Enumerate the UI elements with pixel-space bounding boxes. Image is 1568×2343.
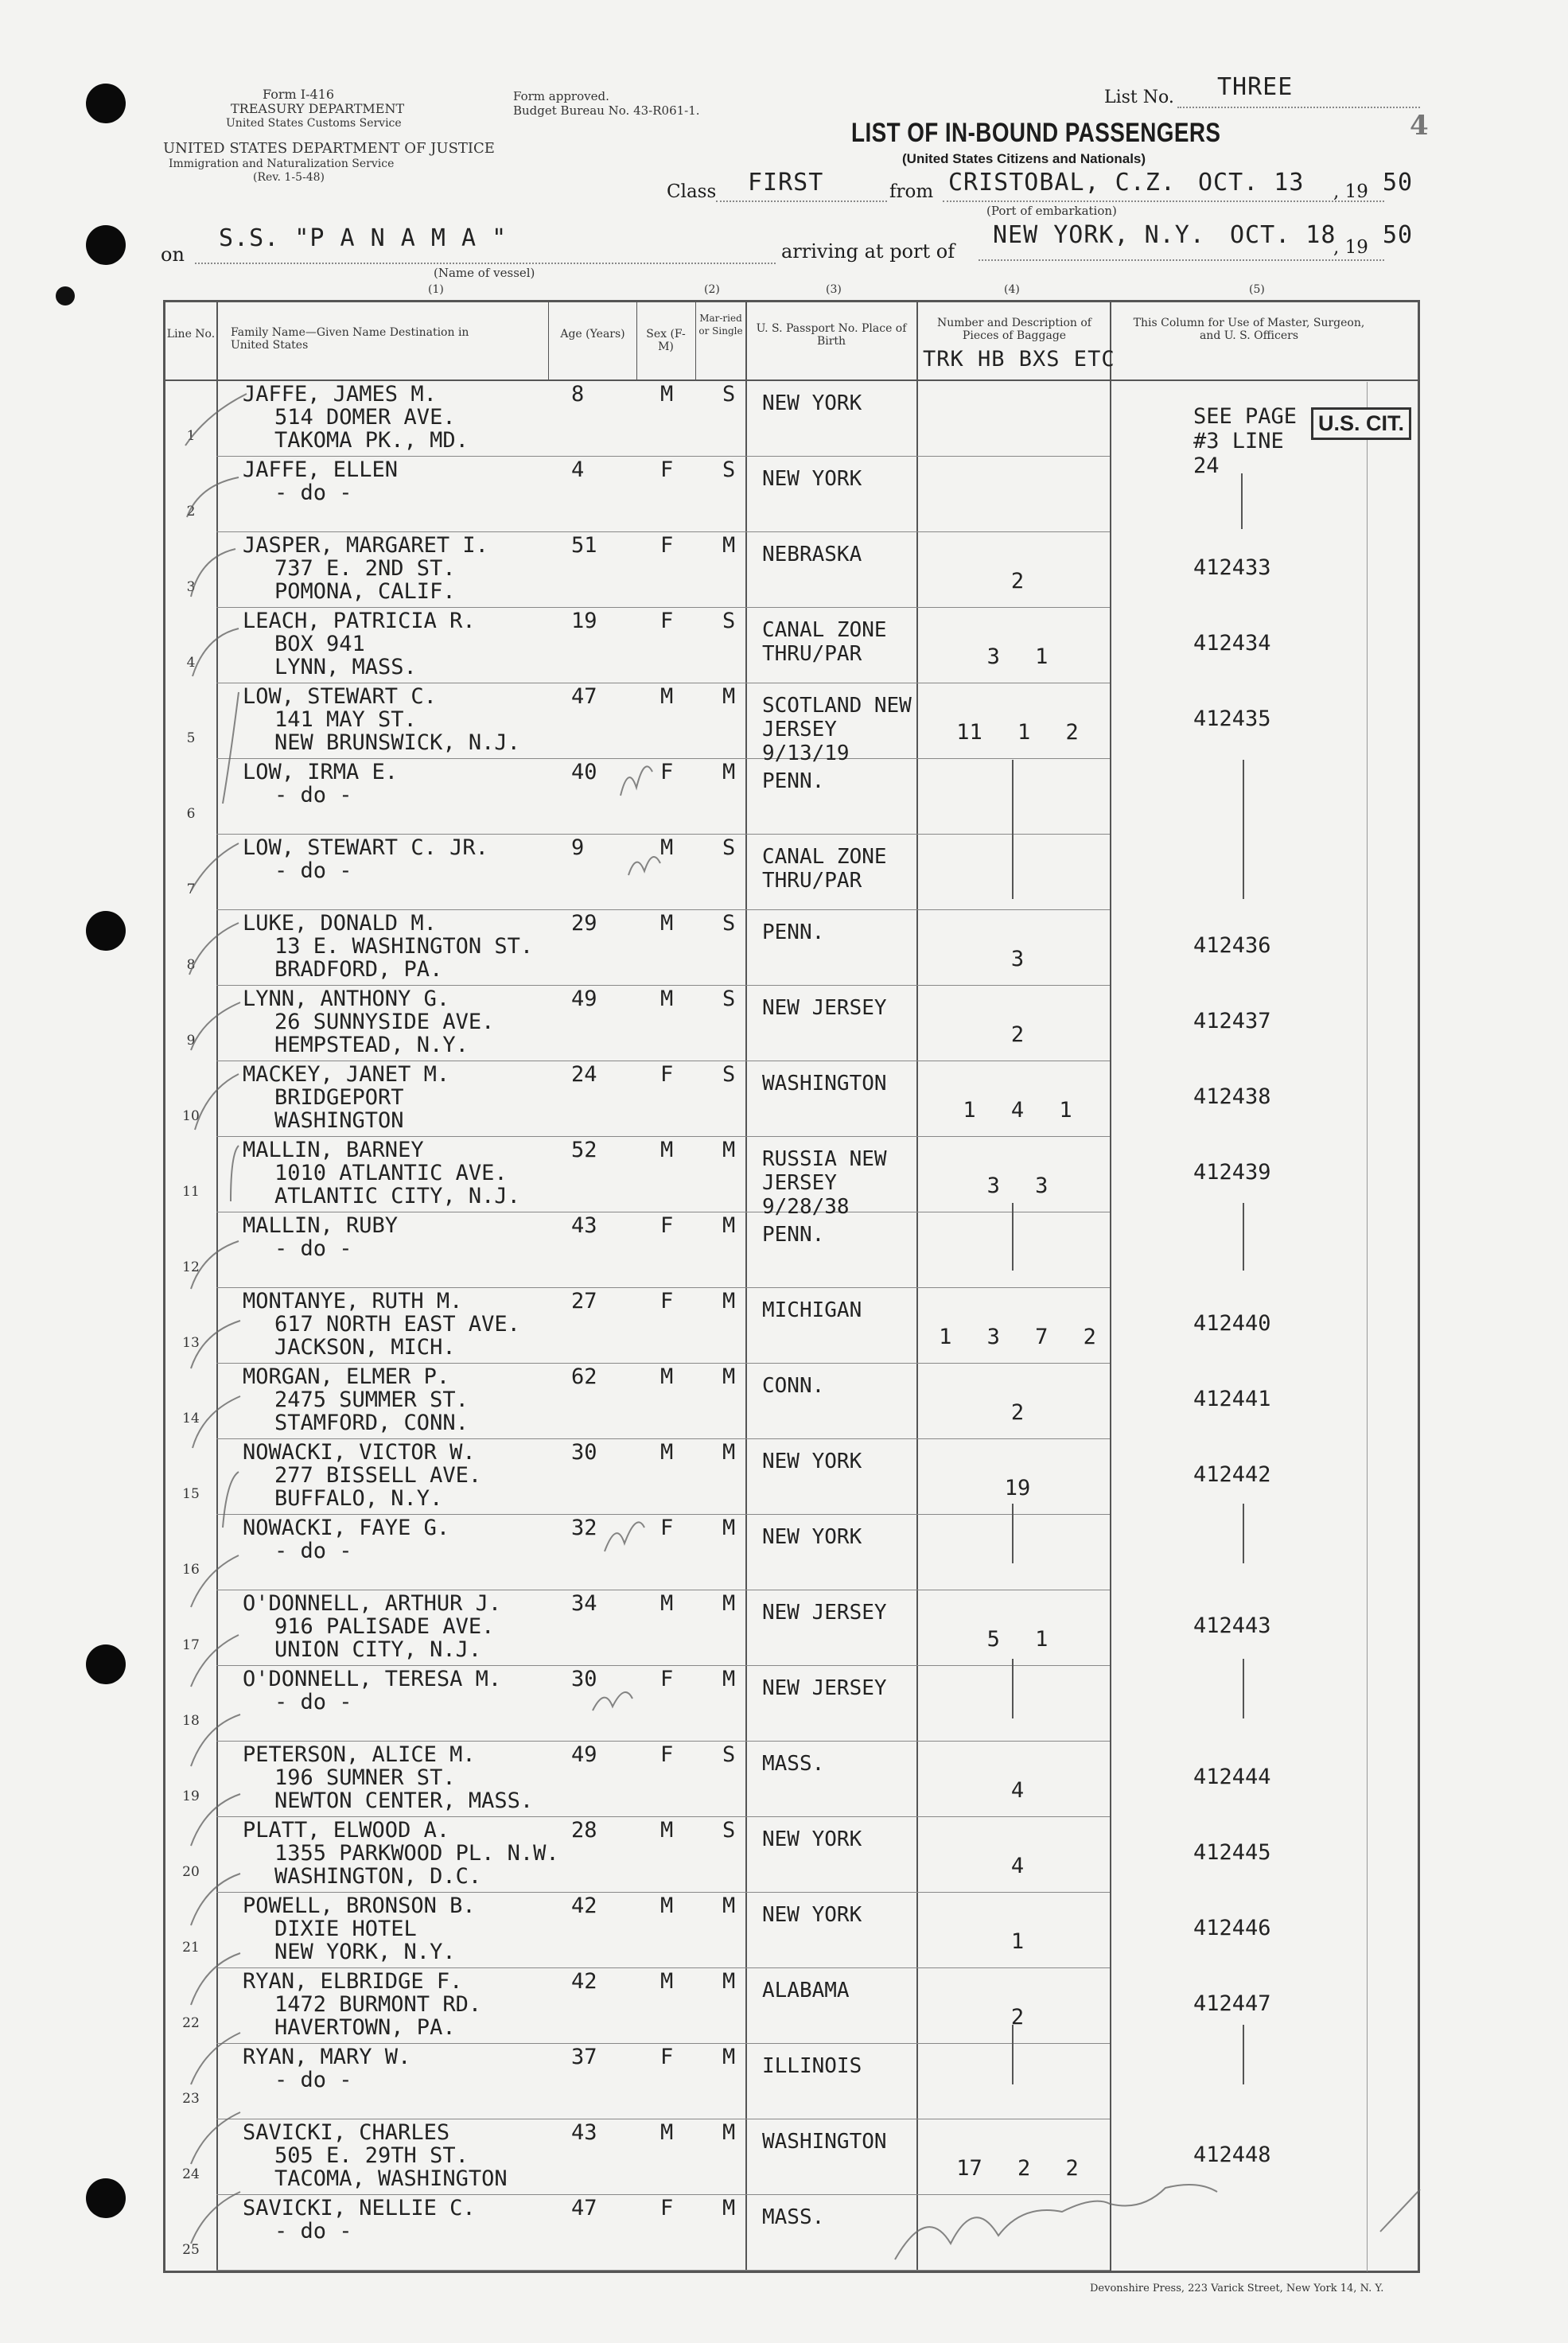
officer-number: 412437 [1193, 1009, 1271, 1033]
arrival-year: 50 [1383, 221, 1414, 249]
place-of-birth: NEW JERSEY [762, 1676, 887, 1700]
place-of-birth: NEW YORK [762, 467, 862, 491]
baggage-count: 3 [1010, 947, 1025, 971]
citizen-stamp: U.S. CIT. [1311, 407, 1411, 440]
vessel-name: S.S. "P A N A M A " [219, 224, 508, 252]
address-line-1: 916 PALISADE AVE. [274, 1614, 495, 1639]
passenger-name: JASPER, MARGARET I. [243, 533, 488, 558]
sex: M [660, 1893, 674, 1918]
age: 49 [571, 1742, 597, 1767]
line-number: 14 [182, 1411, 200, 1426]
marital-status: M [722, 1440, 736, 1465]
age: 43 [571, 1213, 597, 1238]
sex: F [660, 1213, 674, 1238]
age: 47 [571, 684, 597, 709]
sex: F [660, 1516, 674, 1540]
line-number: 2 [186, 504, 196, 520]
sex: M [660, 382, 674, 407]
col-num-4: (4) [1004, 283, 1020, 296]
marital-status: M [722, 1364, 736, 1389]
address-line-1: 737 E. 2ND ST. [274, 556, 456, 581]
passenger-name: RYAN, ELBRIDGE F. [243, 1969, 463, 1994]
line-number: 4 [186, 655, 196, 671]
marital-status: S [722, 987, 736, 1011]
age: 32 [571, 1516, 597, 1540]
place-of-birth: MASS. [762, 1752, 825, 1776]
baggage-count: 1 4 1 [963, 1098, 1072, 1123]
sex: F [660, 1742, 674, 1767]
place-of-birth: PENN. [762, 1223, 825, 1247]
age: 19 [571, 609, 597, 633]
header-age: Age (Years) [560, 328, 625, 341]
place-of-birth: RUSSIA NEW JERSEY 9/28/38 [762, 1147, 887, 1219]
age: 30 [571, 1440, 597, 1465]
passenger-name: LYNN, ANTHONY G. [243, 987, 450, 1011]
address-line-2: WASHINGTON [274, 1108, 404, 1133]
age: 34 [571, 1591, 597, 1616]
form-number: Form I-416 [263, 87, 335, 102]
place-of-birth: NEW YORK [762, 391, 862, 415]
baggage-count: 1 3 7 2 [939, 1325, 1096, 1349]
passenger-name: LOW, STEWART C. [243, 684, 437, 709]
baggage-count: 2 [1010, 569, 1025, 594]
age: 43 [571, 2120, 597, 2145]
officer-number: SEE PAGE #3 LINE 24 [1193, 404, 1298, 478]
address-line-2: BUFFALO, N.Y. [274, 1486, 443, 1511]
address-line-1: 617 NORTH EAST AVE. [274, 1312, 520, 1337]
place-of-birth: CANAL ZONE THRU/PAR [762, 618, 887, 666]
vessel-caption: (Name of vessel) [434, 266, 535, 280]
baggage-count: 2 [1010, 1022, 1025, 1047]
address-line-1: 26 SUNNYSIDE AVE. [274, 1010, 495, 1034]
address-line-2: NEWTON CENTER, MASS. [274, 1788, 534, 1813]
line-number: 5 [186, 730, 196, 746]
age: 52 [571, 1138, 597, 1162]
place-of-birth: NEW YORK [762, 1525, 862, 1549]
passenger-name: MALLIN, RUBY [243, 1213, 399, 1238]
passenger-name: LEACH, PATRICIA R. [243, 609, 476, 633]
col-num-5: (5) [1249, 283, 1265, 296]
header-sex: Sex (F-M) [646, 328, 686, 353]
address-line-1: - do - [274, 1690, 352, 1714]
passenger-name: PETERSON, ALICE M. [243, 1742, 476, 1767]
sex: M [660, 911, 674, 936]
sex: M [660, 1591, 674, 1616]
officer-number: 412442 [1193, 1462, 1271, 1487]
address-line-1: - do - [274, 2068, 352, 2092]
address-line-2: JACKSON, MICH. [274, 1335, 456, 1360]
line-number: 10 [182, 1108, 200, 1124]
marital-status: M [722, 533, 736, 558]
line-number: 8 [186, 957, 196, 973]
sex: F [660, 760, 674, 784]
sex: F [660, 457, 674, 482]
officer-number: 412436 [1193, 933, 1271, 958]
age: 29 [571, 911, 597, 936]
address-line-1: 196 SUMNER ST. [274, 1765, 456, 1790]
passenger-name: MACKEY, JANET M. [243, 1062, 450, 1087]
address-line-1: - do - [274, 481, 352, 505]
place-of-birth: CANAL ZONE THRU/PAR [762, 845, 887, 893]
line-number: 24 [182, 2166, 200, 2182]
passenger-name: O'DONNELL, TERESA M. [243, 1667, 502, 1691]
passenger-name: SAVICKI, NELLIE C. [243, 2196, 476, 2220]
sex: F [660, 1289, 674, 1314]
address-line-1: 505 E. 29TH ST. [274, 2143, 469, 2168]
sex: F [660, 533, 674, 558]
address-line-2: ATLANTIC CITY, N.J. [274, 1184, 520, 1208]
form-approved: Form approved. [513, 89, 609, 103]
place-of-birth: PENN. [762, 920, 825, 944]
marital-status: S [722, 382, 736, 407]
departure-year: 50 [1383, 169, 1414, 197]
address-line-2: TAKOMA PK., MD. [274, 428, 469, 453]
place-of-birth: PENN. [762, 769, 825, 793]
marital-status: M [722, 1289, 736, 1314]
marital-status: S [722, 1818, 736, 1843]
officer-number: 412435 [1193, 706, 1271, 731]
passenger-name: POWELL, BRONSON B. [243, 1893, 476, 1918]
place-of-birth: NEW JERSEY [762, 996, 887, 1020]
marital-status: M [722, 2045, 736, 2069]
year-prefix: , 19 [1333, 181, 1368, 202]
dept-of-justice: UNITED STATES DEPARTMENT OF JUSTICE [163, 140, 495, 157]
sex: M [660, 1138, 674, 1162]
address-line-1: 514 DOMER AVE. [274, 405, 456, 430]
place-of-birth: MASS. [762, 2205, 825, 2229]
place-of-birth: ALABAMA [762, 1979, 850, 2002]
line-number: 15 [182, 1486, 200, 1502]
sex: M [660, 1440, 674, 1465]
officer-number: 412443 [1193, 1613, 1271, 1638]
class-value: FIRST [748, 169, 824, 197]
address-line-1: BOX 941 [274, 632, 365, 656]
page-title: LIST OF IN-BOUND PASSENGERS [851, 118, 1221, 148]
baggage-count: 3 1 [986, 644, 1049, 669]
baggage-count: 4 [1010, 1854, 1025, 1878]
line-number: 20 [182, 1864, 200, 1880]
baggage-count: 1 [1010, 1929, 1025, 1954]
place-of-birth: NEW YORK [762, 1903, 862, 1927]
marital-status: M [722, 1969, 736, 1994]
age: 47 [571, 2196, 597, 2220]
address-line-1: 13 E. WASHINGTON ST. [274, 934, 534, 959]
line-number: 11 [182, 1184, 200, 1200]
age: 8 [571, 382, 585, 407]
age: 28 [571, 1818, 597, 1843]
class-label: Class [667, 181, 717, 202]
age: 30 [571, 1667, 597, 1691]
list-no-value: THREE [1217, 73, 1294, 101]
age: 51 [571, 533, 597, 558]
address-line-2: BRADFORD, PA. [274, 957, 443, 982]
address-line-1: 2475 SUMMER ST. [274, 1388, 469, 1412]
marital-status: S [722, 609, 736, 633]
header-line: Line No. [166, 328, 216, 341]
age: 62 [571, 1364, 597, 1389]
sex: M [660, 1969, 674, 1994]
age: 49 [571, 987, 597, 1011]
place-of-birth: MICHIGAN [762, 1298, 862, 1322]
printer-footer: Devonshire Press, 223 Varick Street, New York 14, N. Y. [1090, 2283, 1384, 2294]
line-number: 25 [182, 2242, 200, 2258]
sex: M [660, 684, 674, 709]
passenger-name: MONTANYE, RUTH M. [243, 1289, 463, 1314]
page-subtitle: (United States Citizens and Nationals) [902, 151, 1146, 166]
passenger-name: NOWACKI, FAYE G. [243, 1516, 450, 1540]
officer-number: 412448 [1193, 2143, 1271, 2167]
line-number: 19 [182, 1788, 200, 1804]
place-of-birth: SCOTLAND NEW JERSEY 9/13/19 [762, 694, 912, 765]
age: 9 [571, 835, 585, 860]
revision: (Rev. 1-5-48) [253, 171, 325, 184]
officer-number: 412439 [1193, 1160, 1271, 1185]
address-line-1: - do - [274, 2219, 352, 2244]
arrival-date: OCT. 18 [1230, 221, 1336, 249]
place-of-birth: NEW YORK [762, 1450, 862, 1473]
line-number: 22 [182, 2015, 200, 2031]
passenger-name: LOW, STEWART C. JR. [243, 835, 488, 860]
marital-status: M [722, 684, 736, 709]
officer-number: 412434 [1193, 631, 1271, 656]
marital-status: M [722, 2120, 736, 2145]
col-num-2: (2) [704, 283, 720, 296]
line-number: 9 [186, 1033, 196, 1049]
officer-number: 412433 [1193, 555, 1271, 580]
officer-number: 412438 [1193, 1084, 1271, 1109]
customs-service: United States Customs Service [226, 117, 402, 130]
marital-status: M [722, 760, 736, 784]
line-number: 6 [186, 806, 196, 822]
address-line-2: UNION CITY, N.J. [274, 1637, 482, 1662]
sex: F [660, 609, 674, 633]
baggage-count: 3 3 [986, 1173, 1049, 1198]
place-of-birth: NEW JERSEY [762, 1601, 887, 1625]
address-line-1: DIXIE HOTEL [274, 1917, 417, 1941]
address-line-1: BRIDGEPORT [274, 1085, 404, 1110]
place-of-birth: ILLINOIS [762, 2054, 862, 2078]
line-number: 13 [182, 1335, 200, 1351]
page-mark: 4 [1410, 110, 1429, 142]
address-line-1: 1355 PARKWOOD PL. N.W. [274, 1841, 559, 1866]
list-no-label: List No. [1104, 88, 1174, 107]
baggage-count: 11 1 2 [956, 720, 1079, 745]
line-number: 7 [186, 882, 196, 897]
header-married: Mar-ried or Single [698, 313, 743, 337]
address-line-2: STAMFORD, CONN. [274, 1411, 469, 1435]
passenger-name: SAVICKI, CHARLES [243, 2120, 450, 2145]
header-baggage: Number and Description of Pieces of Baggage [937, 317, 1091, 342]
baggage-count: 17 2 2 [956, 2156, 1079, 2181]
baggage-typed: TRK HB BXS ETC [923, 347, 1115, 372]
baggage-count: 19 [1004, 1476, 1031, 1500]
address-line-2: HAVERTOWN, PA. [274, 2015, 456, 2040]
passenger-name: O'DONNELL, ARTHUR J. [243, 1591, 502, 1616]
place-of-birth: WASHINGTON [762, 2130, 887, 2154]
marital-status: M [722, 2196, 736, 2220]
address-line-2: TACOMA, WASHINGTON [274, 2166, 508, 2191]
baggage-count: 2 [1010, 1400, 1025, 1425]
marital-status: M [722, 1893, 736, 1918]
line-number: 21 [182, 1940, 200, 1956]
passenger-name: LUKE, DONALD M. [243, 911, 437, 936]
passenger-name: PLATT, ELWOOD A. [243, 1818, 450, 1843]
arriving-label: arriving at port of [781, 240, 955, 263]
sex: M [660, 1364, 674, 1389]
sex: M [660, 1818, 674, 1843]
sex: F [660, 2196, 674, 2220]
marital-status: S [722, 835, 736, 860]
marital-status: S [722, 1742, 736, 1767]
address-line-1: 1010 ATLANTIC AVE. [274, 1161, 508, 1185]
address-line-2: POMONA, CALIF. [274, 579, 456, 604]
col-num-3: (3) [826, 283, 842, 296]
line-number: 12 [182, 1259, 200, 1275]
passenger-name: LOW, IRMA E. [243, 760, 399, 784]
officer-number: 412446 [1193, 1916, 1271, 1940]
address-line-2: WASHINGTON, D.C. [274, 1864, 482, 1889]
address-line-1: - do - [274, 858, 352, 883]
treasury-dept: TREASURY DEPARTMENT [231, 101, 405, 116]
from-label: from [889, 181, 934, 202]
officer-number: 412440 [1193, 1311, 1271, 1336]
age: 40 [571, 760, 597, 784]
age: 4 [571, 457, 585, 482]
age: 42 [571, 1969, 597, 1994]
officer-number: 412447 [1193, 1991, 1271, 2016]
budget-bureau: Budget Bureau No. 43-R061-1. [513, 103, 700, 118]
marital-status: M [722, 1591, 736, 1616]
address-line-1: - do - [274, 1539, 352, 1563]
passenger-name: RYAN, MARY W. [243, 2045, 411, 2069]
sex: M [660, 2120, 674, 2145]
place-of-birth: WASHINGTON [762, 1072, 887, 1096]
baggage-count: 4 [1010, 1778, 1025, 1803]
col-num-1: (1) [428, 283, 444, 296]
on-label: on [161, 243, 185, 266]
line-number: 18 [182, 1713, 200, 1729]
address-line-1: - do - [274, 783, 352, 808]
place-of-birth: NEW YORK [762, 1827, 862, 1851]
officer-number: 412441 [1193, 1387, 1271, 1411]
passenger-name: MORGAN, ELMER P. [243, 1364, 450, 1389]
sex: M [660, 835, 674, 860]
marital-status: M [722, 1667, 736, 1691]
marital-status: S [722, 1062, 736, 1087]
baggage-count: 5 1 [986, 1627, 1049, 1652]
sex: F [660, 2045, 674, 2069]
from-value: CRISTOBAL, C.Z. [948, 169, 1176, 197]
arrival-year-prefix: , 19 [1333, 237, 1368, 258]
passenger-name: MALLIN, BARNEY [243, 1138, 424, 1162]
passenger-name: JAFFE, ELLEN [243, 457, 399, 482]
age: 37 [571, 2045, 597, 2069]
sex: F [660, 1667, 674, 1691]
line-number: 3 [186, 579, 196, 595]
address-line-2: NEW YORK, N.Y. [274, 1940, 456, 1964]
arrival-port: NEW YORK, N.Y. [993, 221, 1205, 249]
age: 42 [571, 1893, 597, 1918]
address-line-2: NEW BRUNSWICK, N.J. [274, 730, 520, 755]
age: 24 [571, 1062, 597, 1087]
header-name: Family Name—Given Name Destination in United States [231, 326, 469, 352]
address-line-2: HEMPSTEAD, N.Y. [274, 1033, 469, 1057]
address-line-1: - do - [274, 1236, 352, 1261]
address-line-2: LYNN, MASS. [274, 655, 417, 679]
sex: M [660, 987, 674, 1011]
header-passport: U. S. Passport No. Place of Birth [756, 322, 907, 348]
marital-status: M [722, 1516, 736, 1540]
address-line-1: 1472 BURMONT RD. [274, 1992, 482, 2017]
line-number: 1 [186, 428, 196, 444]
marital-status: S [722, 911, 736, 936]
officer-number: 412444 [1193, 1765, 1271, 1789]
officer-number: 412445 [1193, 1840, 1271, 1865]
place-of-birth: NEBRASKA [762, 543, 862, 566]
port-caption: (Port of embarkation) [986, 204, 1117, 218]
line-number: 16 [182, 1562, 200, 1578]
ins-service: Immigration and Naturalization Service [169, 158, 395, 170]
marital-status: M [722, 1138, 736, 1162]
baggage-count: 2 [1010, 2005, 1025, 2030]
marital-status: M [722, 1213, 736, 1238]
passenger-name: JAFFE, JAMES M. [243, 382, 437, 407]
place-of-birth: CONN. [762, 1374, 825, 1398]
marital-status: S [722, 457, 736, 482]
line-number: 23 [182, 2091, 200, 2107]
sex: F [660, 1062, 674, 1087]
address-line-1: 141 MAY ST. [274, 707, 417, 732]
passenger-name: NOWACKI, VICTOR W. [243, 1440, 476, 1465]
header-officers: This Column for Use of Master, Surgeon, and U. S. Officers [1133, 317, 1365, 342]
departure-date: OCT. 13 [1198, 169, 1305, 197]
age: 27 [571, 1289, 597, 1314]
address-line-1: 277 BISSELL AVE. [274, 1463, 482, 1488]
line-number: 17 [182, 1637, 200, 1653]
